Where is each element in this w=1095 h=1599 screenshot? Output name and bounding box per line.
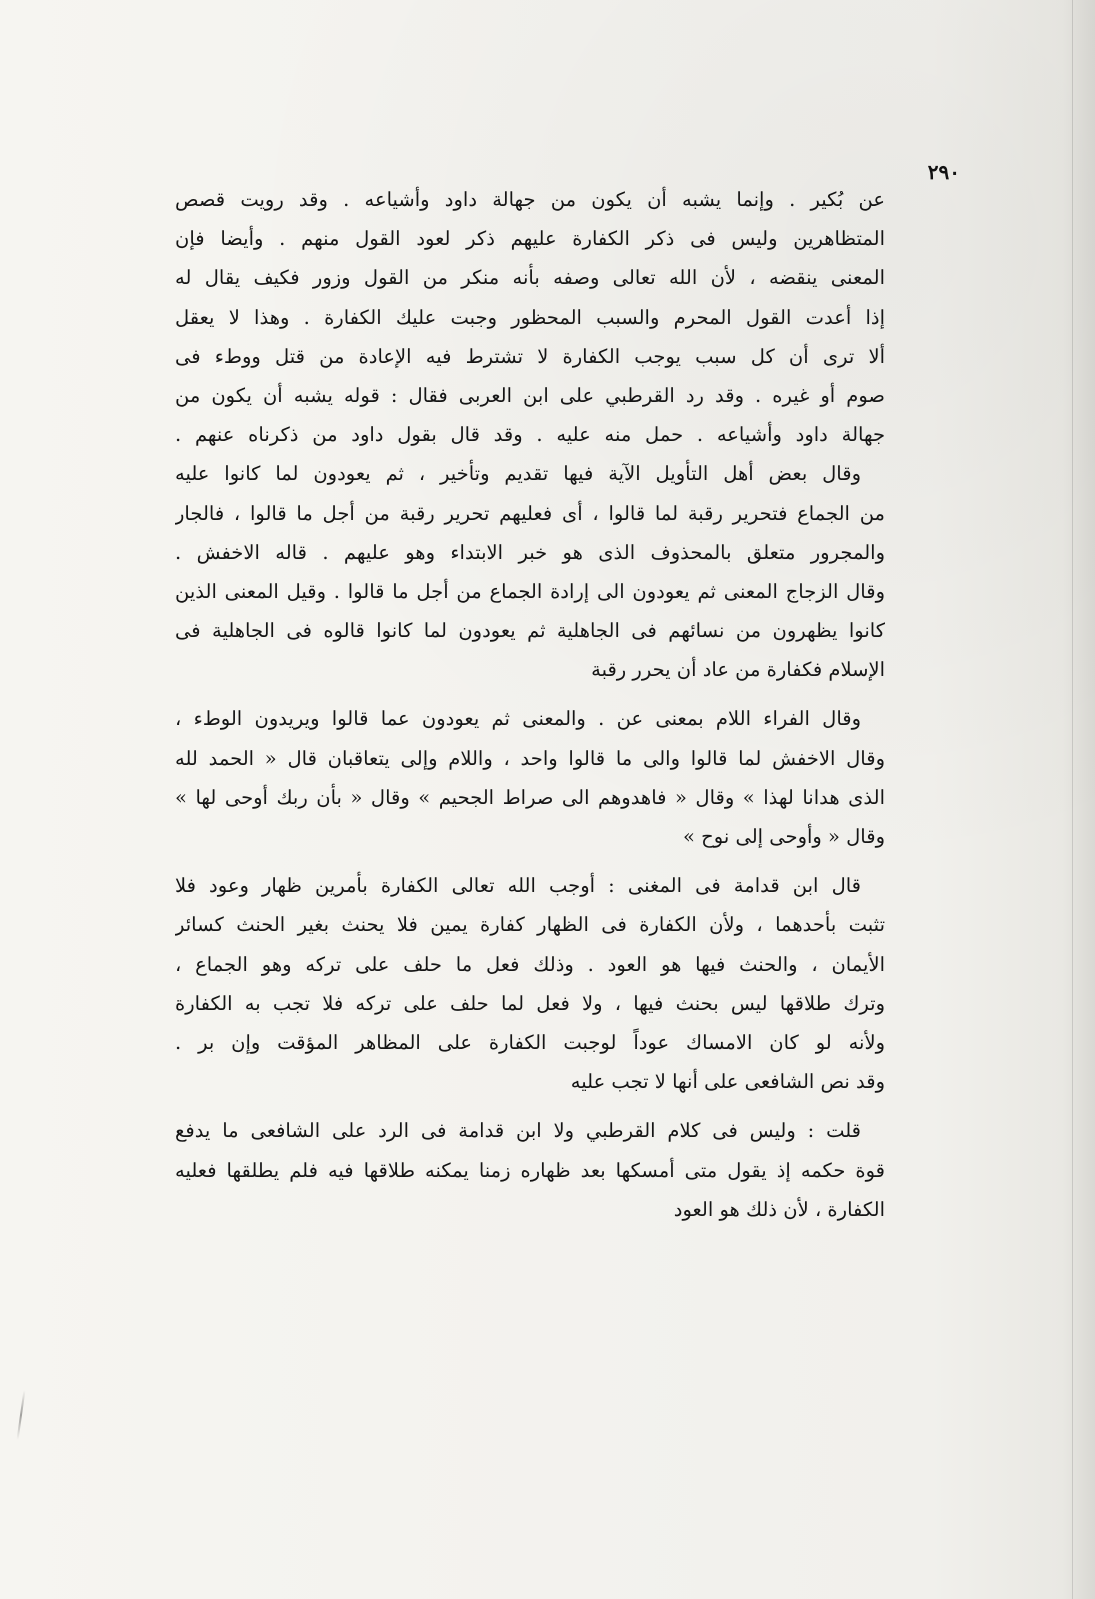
text-line-4: إذا أعدت القول المحرم والسبب المحظور وجبت عليك الكفارة . وهذا لا يعقل	[175, 305, 885, 329]
text-line-8: وقال بعض أهل التأويل الآية فيها تقديم وتأخير ، ثم يعودون لما كانوا عليه	[175, 462, 861, 486]
text-line-20: الأيمان ، والحنث فيها هو العود . وذلك فعل ما حلف على تركه وهو الجماع ،	[175, 952, 885, 976]
text-line-7: جهالة داود وأشياعه . حمل منه عليه . وقد قال بقول داود من ذكرناه عنهم .	[175, 423, 885, 447]
text-line-6: صوم أو غيره . وقد رد القرطبي على ابن العربى فقال : قوله يشبه أن يكون من	[175, 383, 885, 407]
text-line-19: تثبت بأحدهما ، ولأن الكفارة فى الظهار كفارة يمين فلا يحنث بغير الحنث كسائر	[175, 913, 885, 937]
text-line-26: الكفارة ، لأن ذلك هو العود	[673, 1197, 885, 1221]
text-line-18: قال ابن قدامة فى المغنى : أوجب الله تعالى الكفارة بأمرين ظهار وعود فلا	[175, 874, 861, 898]
text-line-23: وقد نص الشافعى على أنها لا تجب عليه	[570, 1070, 885, 1094]
text-line-2: المتظاهرين وليس فى ذكر الكفارة عليهم ذكر لعود القول منهم . وأيضا فإن	[175, 227, 885, 251]
text-line-5: ألا ترى أن كل سبب يوجب الكفارة لا تشترط فيه الإعادة من قتل ووطء فى	[175, 344, 885, 368]
text-line-14: وقال الفراء اللام بمعنى عن . والمعنى ثم يعودون عما قالوا ويريدون الوطء ،	[175, 707, 861, 731]
text-line-16: الذى هدانا لهذا » وقال « فاهدوهم الى صراط الجحيم » وقال « بأن ربك أوحى لها »	[175, 785, 885, 809]
scan-mark	[17, 1390, 26, 1440]
text-line-12: كانوا يظهرون من نسائهم فى الجاهلية ثم يعودون لما كانوا قالوه فى الجاهلية فى	[175, 619, 885, 643]
page-number: ٢٩٠	[927, 160, 960, 184]
text-line-11: وقال الزجاج المعنى ثم يعودون الى إرادة الجماع من أجل ما قالوا . وقيل المعنى الذين	[175, 579, 885, 603]
text-line-15: وقال الاخفش لما قالوا والى ما قالوا واحد ، واللام وإلى يتعاقبان قال « الحمد لله	[175, 746, 885, 770]
page-edge-shadow	[1072, 0, 1073, 1599]
text-line-22: ولأنه لو كان الامساك عوداً لوجبت الكفارة على المظاهر المؤقت وإن بر .	[175, 1030, 885, 1054]
text-line-17: وقال « وأوحى إلى نوح »	[683, 825, 885, 848]
text-line-1: عن بُكير . وإنما يشبه أن يكون من جهالة داود وأشياعه . وقد رويت قصص	[175, 188, 885, 211]
text-line-3: المعنى ينقضه ، لأن الله تعالى وصفه بأنه منكر من القول وزور فكيف يقال له	[175, 266, 885, 290]
text-line-24: قلت : وليس فى كلام القرطبي ولا ابن قدامة فى الرد على الشافعى ما يدفع	[175, 1119, 861, 1143]
body-text	[175, 180, 885, 1229]
text-line-25: قوة حكمه إذ يقول متى أمسكها بعد ظهاره زمنا يمكنه طلاقها فيه فلم يطلقها فعليه	[175, 1158, 885, 1182]
text-line-13: الإسلام فكفارة من عاد أن يحرر رقبة	[591, 658, 885, 682]
text-line-9: من الجماع فتحرير رقبة لما قالوا ، أى فعليهم تحرير رقبة من أجل ما قالوا ، فالجار	[175, 501, 885, 525]
text-line-10: والمجرور متعلق بالمحذوف الذى هو خبر الابتداء وهو عليهم . قاله الاخفش .	[175, 540, 885, 564]
text-line-21: وترك طلاقها ليس بحنث فيها ، ولا فعل لما حلف على تركه فلا تجب به الكفارة	[175, 991, 885, 1015]
